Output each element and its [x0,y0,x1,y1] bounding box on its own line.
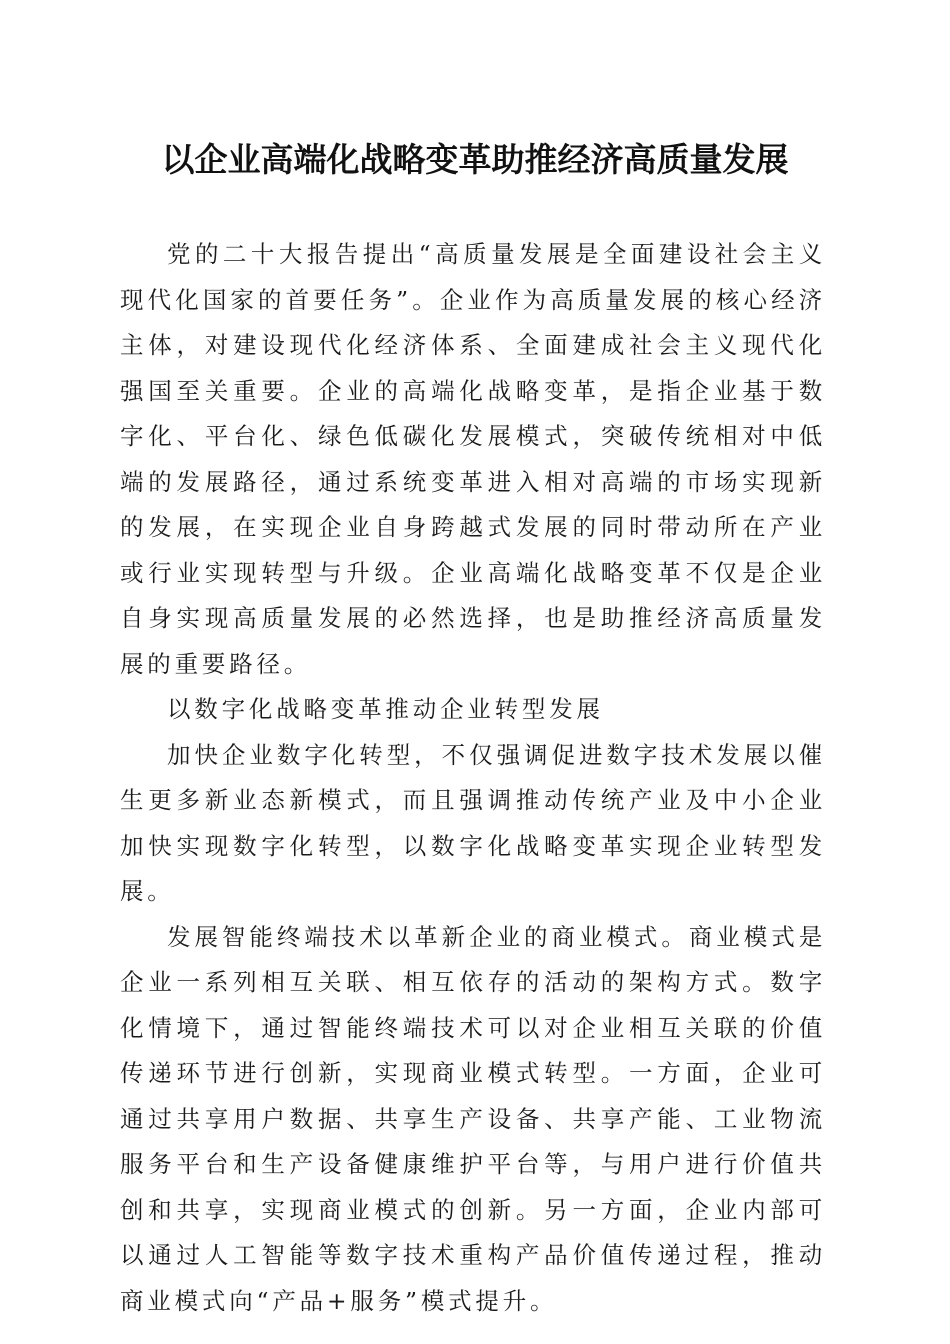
document-body [120,232,826,1324]
section-heading: 以数字化战略变革推动企业转型发展 [167,695,604,723]
document-title: 以企业高端化战略变革助推经济高质量发展 [161,140,789,179]
intro-paragraph: 党的二十大报告提出“高质量发展是全面建设社会主义现代化国家的首要任务”。企业作为高质量发展的核心经济主体，对建设现代化经济体系、全面建成社会主义现代化强国至关重要。企业的高端化战略变革，是指企业基于数字化、平台化、绿色低碳化发展模式，突破传统相对中低端的发展路径，通过系统变革进入相对高端的市场实现新的发展，在实现企业自身跨越式发展的同时带动所在产业或行业实现转型与升级。企业高端化战略变革不仅是企业自身实现高质量发展的必然选择，也是助推经济高质量发展的重要路径。 [120,240,826,678]
digital-transformation-paragraph: 加快企业数字化转型，不仅强调促进数字技术发展以催生更多新业态新模式，而且强调推动传统产业及中小企业加快实现数字化转型，以数字化战略变革实现企业转型发展。 [120,740,826,905]
business-model-paragraph: 发展智能终端技术以革新企业的商业模式。商业模式是企业一系列相互关联、相互依存的活动的架构方式。数字化情境下，通过智能终端技术可以对企业相互关联的价值传递环节进行创新，实现商业模式转型。一方面，企业可通过共享用户数据、共享生产设备、共享产能、工业物流服务平台和生产设备健康维护平台等，与用户进行价值共创和共享，实现商业模式的创新。另一方面，企业内部可以通过人工智能等数字技术重构产品价值传递过程，推动商业模式向“产品+服务”模式提升。 [120,922,826,1315]
